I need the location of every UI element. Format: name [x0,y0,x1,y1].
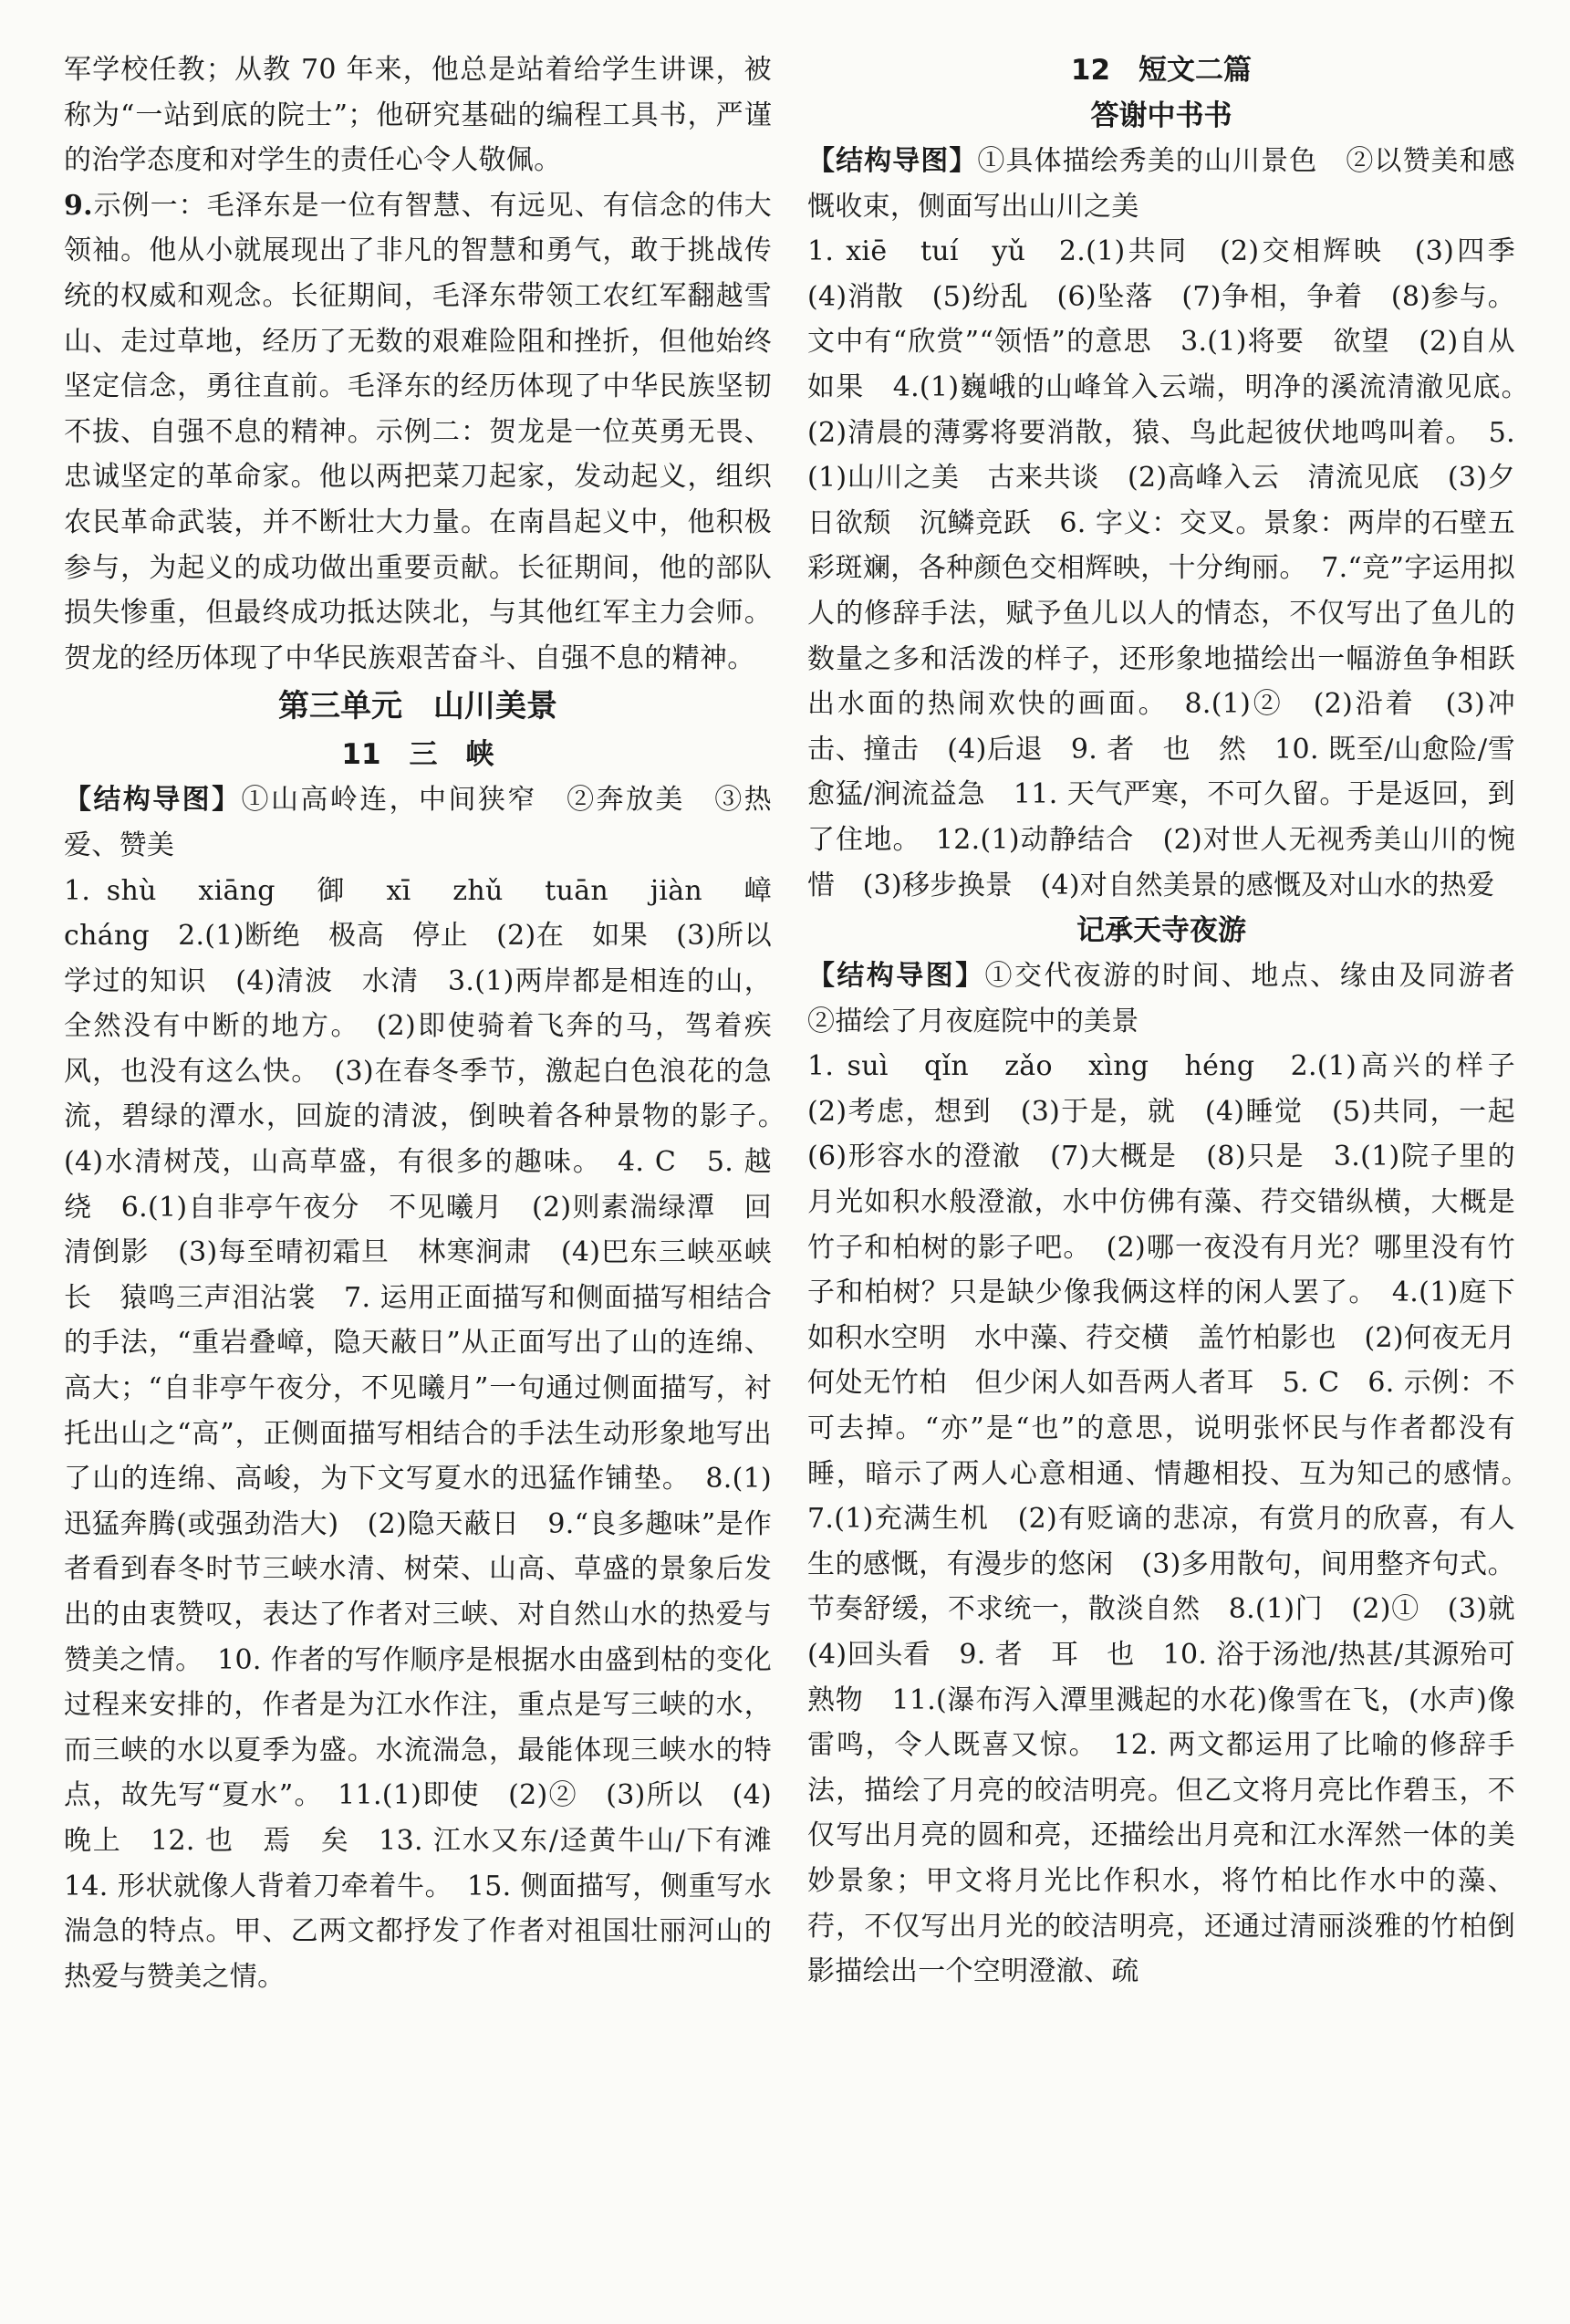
right-column [807,47,1544,1995]
lesson-11-structure [64,777,772,868]
question-9-paragraph [64,183,772,682]
dxzs-structure [807,139,1515,229]
unit-title: 第三单元 山川美景 [278,688,557,725]
left-column [64,47,800,1999]
continuation-paragraph: 军学校任教；从教 70 年来，他总是站着给学生讲课，被称为“一站到底的院士”；他研究基础的编程工具书，严谨的治学态度和对学生的责任心令人敬佩。 [64,54,772,177]
structure-label: 【结构导图】 [807,145,978,177]
question-9-number: 9. [64,189,93,222]
structure-text: ①山高岭连，中间狭窄 ②奔放美 ③热爱、赞美 [64,784,772,861]
structure-label: 【结构导图】 [64,784,242,817]
structure-text: ①具体描绘秀美的山川景色 ②以赞美和感慨收束，侧面写出山川之美 [807,145,1515,223]
subtitle-dxzs: 答谢中书书 [1090,99,1232,132]
subtitle-jctsyy: 记承天寺夜游 [1076,914,1246,948]
question-9-text: 示例一：毛泽东是一位有智慧、有远见、有信念的伟大领袖。他从小就展现出了非凡的智慧和勇气，敢于挑战传统的权威和观念。长征期间，毛泽东带领工农红军翻越雪山、走过草地，经历了无数的艰难险阻和挫折，但他始终坚定信念，勇往直前。毛泽东的经历体现了中华民族坚韧不拔、自强不息的精神。示例二：贺龙是一位英勇无畏、忠诚坚定的革命家。他以两把菜刀起家，发动起义，组织农民革命武装，并不断壮大力量。在南昌起义中，他积极参与，为起义的成功做出重要贡献。长征期间，他的部队损失惨重，但最终成功抵达陕北，与其他红军主力会师。贺龙的经历体现了中华民族艰苦奋斗、自强不息的精神。 [64,189,772,674]
structure-label: 【结构导图】 [807,960,985,993]
lesson-11-title: 11 三 峡 [341,738,494,772]
structure-text: ①交代夜游的时间、地点、缘由及同游者 ②描绘了月夜庭院中的美景 [807,960,1544,1037]
lesson-12-title: 12 短文二篇 [1070,54,1253,87]
dxzs-answers: 1. xiē tuí yǔ 2.(1)共同 (2)交相辉映 (3)四季 (4)消散 (5)纷乱 (6)坠落 (7)争相，争着 (8)参与。文中有“欣赏”“领悟”的意思 3.(1)将要 欲望 (2)自从 如果 4.(1)巍峨的山峰耸入云端，明净的溪流清澈见底。 (2)清晨的薄雾将要消散，猿、鸟此起彼伏地鸣叫着。 5.(1)山川之美 古来共谈 (2)高峰入云 清流见底 (3)夕日欲颓 沉鳞竞跃 6. 字义：交叉。景象：两岸的石壁五彩斑斓，各种颜色交相辉映，十分绚丽。 7.“竞”字运用拟人的修辞手法，赋予鱼儿以人的情态，不仅写出了鱼儿的数量之多和活泼的样子，还形象地描绘出一幅游鱼争相跃出水面的热闹欢快的画面。 8.(1)② (2)沿着 (3)冲击、撞击 (4)后退 9. 者 也 然 10. 既至/山愈险/雪愈猛/涧流益急 11. 天气严寒，不可久留。于是返回，到了住地。 12.(1)动静结合 (2)对世人无视秀美山川的惋惜 (3)移步换景 (4)对自然美景的感慨及对山水的热爱 [807,235,1544,901]
jctsyy-answers: 1. suì qǐn zǎo xìng héng 2.(1)高兴的样子 (2)考虑，想到 (3)于是，就 (4)睡觉 (5)共同，一起 (6)形容水的澄澈 (7)大概是 (8)只是 3.(1)院子里的月光如积水般澄澈，水中仿佛有藻、荇交错纵横，大概是竹子和柏树的影子吧。 (2)哪一夜没有月光？哪里没有竹子和柏树？只是缺少像我俩这样的闲人罢了。 4.(1)庭下如积水空明 水中藻、荇交横 盖竹柏影也 (2)何夜无月 何处无竹柏 但少闲人如吾两人者耳 5. C 6. 示例：不可去掉。“亦”是“也”的意思，说明张怀民与作者都没有睡，暗示了两人心意相通、情趣相投、互为知己的感情。 7.(1)充满生机 (2)有贬谪的悲凉，有赏月的欣喜，有人生的感慨，有漫步的悠闲 (3)多用散句，间用整齐句式。节奏舒缓，不求统一，散淡自然 8.(1)门 (2)① (3)就 (4)回头看 9. 者 耳 也 10. 浴于汤池/热甚/其源殆可熟物 11.(瀑布泻入潭里溅起的水花)像雪在飞，(水声)像雷鸣，令人既喜又惊。 12. 两文都运用了比喻的修辞手法，描绘了月亮的皎洁明亮。但乙文将月亮比作碧玉，不仅写出月亮的圆和亮，还描绘出月亮和江水浑然一体的美妙景象；甲文将月光比作积水，将竹柏比作水中的藻、荇，不仅写出月光的皎洁明亮，还通过清丽淡雅的竹柏倒影描绘出一个空明澄澈、疏 [807,1050,1544,1988]
jctsyy-structure [807,954,1544,1044]
lesson-11-answers: 1. shù xiāng 御 xī zhǔ tuān jiàn 嶂 cháng 2.(1)断绝 极高 停止 (2)在 如果 (3)所以 学过的知识 (4)清波 水清 3.(1)两岸都是相连的山，全然没有中断的地方。 (2)即使骑着飞奔的马，驾着疾风，也没有这么快。 (3)在春冬季节，激起白色浪花的急流，碧绿的潭水，回旋的清波，倒映着各种景物的影子。 (4)水清树茂，山高草盛，有很多的趣味。 4. C 5. 越 绕 6.(1)自非亭午夜分 不见曦月 (2)则素湍绿潭 回清倒影 (3)每至晴初霜旦 林寒涧肃 (4)巴东三峡巫峡长 猿鸣三声泪沾裳 7. 运用正面描写和侧面描写相结合的手法，“重岩叠嶂，隐天蔽日”从正面写出了山的连绵、高大；“自非亭午夜分，不见曦月”一句通过侧面描写，衬托出山之“高”，正侧面描写相结合的手法生动形象地写出了山的连绵、高峻，为下文写夏水的迅猛作铺垫。 8.(1)迅猛奔腾(或强劲浩大) (2)隐天蔽日 9.“良多趣味”是作者看到春冬时节三峡水清、树荣、山高、草盛的景象后发出的由衷赞叹，表达了作者对三峡、对自然山水的热爱与赞美之情。 10. 作者的写作顺序是根据水由盛到枯的变化过程来安排的，作者是为江水作注，重点是写三峡的水，而三峡的水以夏季为盛。水流湍急，最能体现三峡水的特点，故先写“夏水”。 11.(1)即使 (2)② (3)所以 (4)晚上 12. 也 焉 矣 13. 江水又东/迳黄牛山/下有滩 14. 形状就像人背着刀牵着牛。 15. 侧面描写，侧重写水湍急的特点。甲、乙两文都抒发了作者对祖国壮丽河山的热爱与赞美之情。 [64,874,800,1993]
